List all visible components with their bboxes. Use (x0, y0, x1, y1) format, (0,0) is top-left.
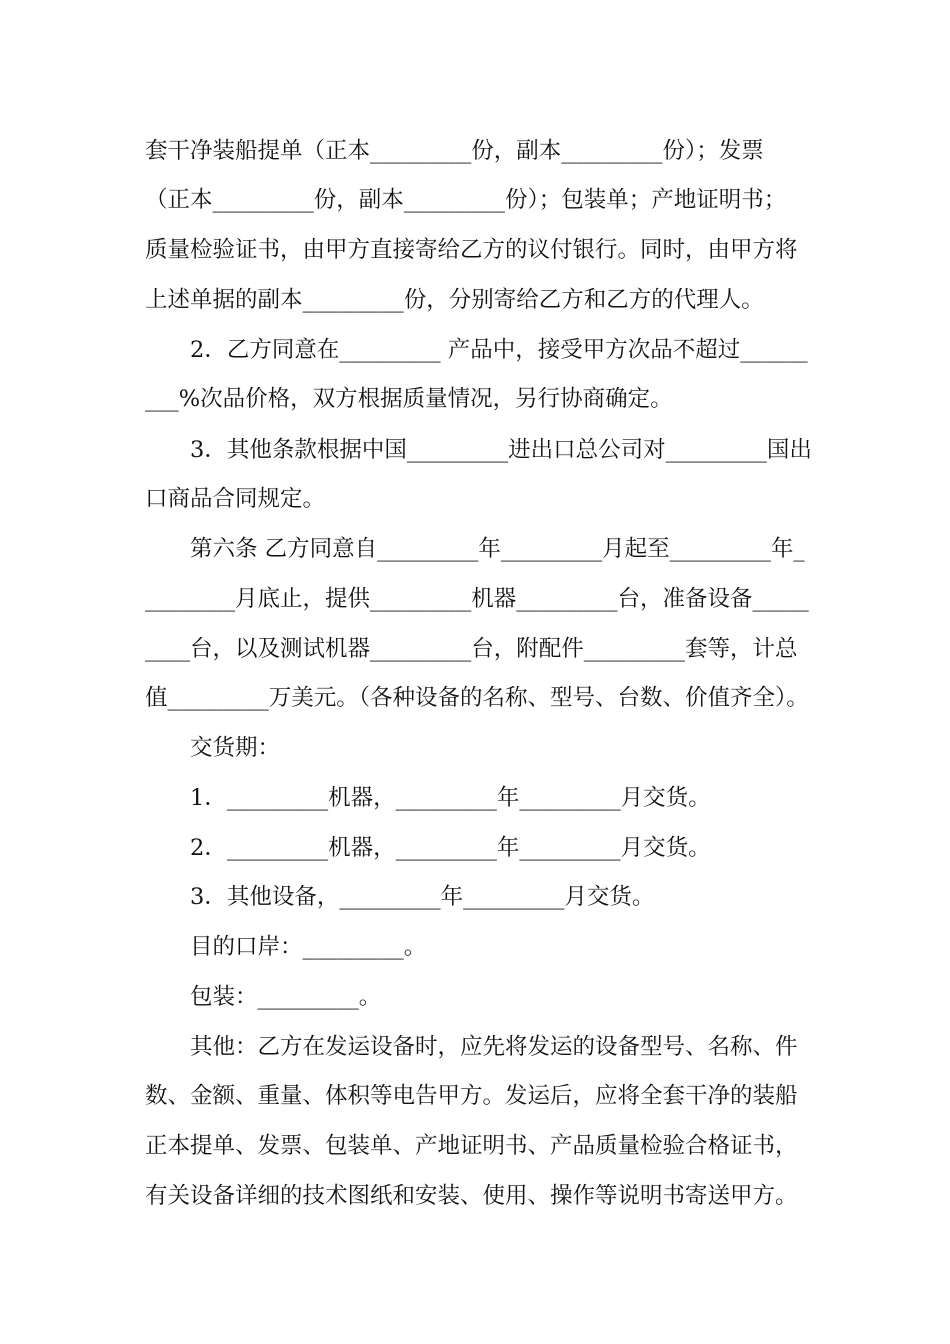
text-line: 3．其他设备，_________年_________月交货。 (190, 884, 655, 910)
text-line: 3．其他条款根据中国_________进出口总公司对_________国出 (190, 437, 812, 463)
text-line: 质量检验证书，由甲方直接寄给乙方的议付银行。同时，由甲方将 (145, 237, 798, 263)
text-line: 1．_________机器，_________年_________月交货。 (190, 785, 711, 811)
text-line: ___%次品价格，双方根据质量情况，另行协商确定。 (145, 386, 673, 412)
text-line: （正本_________份，副本_________份）；包装单；产地证明书； (145, 187, 787, 213)
text-line: 正本提单、发票、包装单、产地证明书、产品质量检验合格证书， (145, 1133, 798, 1159)
text-line: 口商品合同规定。 (145, 486, 326, 512)
text-line: 2．乙方同意在_________ 产品中，接受甲方次品不超过______ (190, 337, 808, 363)
text-line: 包装：_________。 (190, 984, 382, 1010)
text-line: 值_________万美元。（各种设备的名称、型号、台数、价值齐全）。 (145, 685, 809, 711)
text-line: ____台，以及测试机器_________台，附配件_________套等，计总 (145, 636, 798, 662)
text-line: 数、金额、重量、体积等电告甲方。发运后，应将全套干净的装船 (145, 1083, 798, 1109)
text-line: 套干净装船提单（正本_________份，副本_________份）；发票 (145, 138, 764, 164)
text-line: ________月底止，提供_________机器_________台，准备设备_____ (145, 586, 809, 612)
text-line: 第六条 乙方同意自_________年_________月起至_________年_ (190, 536, 805, 562)
text-line: 上述单据的副本_________份，分别寄给乙方和乙方的代理人。 (145, 287, 764, 313)
text-line: 其他：乙方在发运设备时，应先将发运的设备型号、名称、件 (190, 1034, 798, 1060)
text-line: 2．_________机器，_________年_________月交货。 (190, 835, 711, 861)
text-line: 有关设备详细的技术图纸和安装、使用、操作等说明书寄送甲方。 (145, 1183, 798, 1209)
text-line: 目的口岸：_________。 (190, 934, 427, 960)
text-line: 交货期： (190, 735, 281, 761)
